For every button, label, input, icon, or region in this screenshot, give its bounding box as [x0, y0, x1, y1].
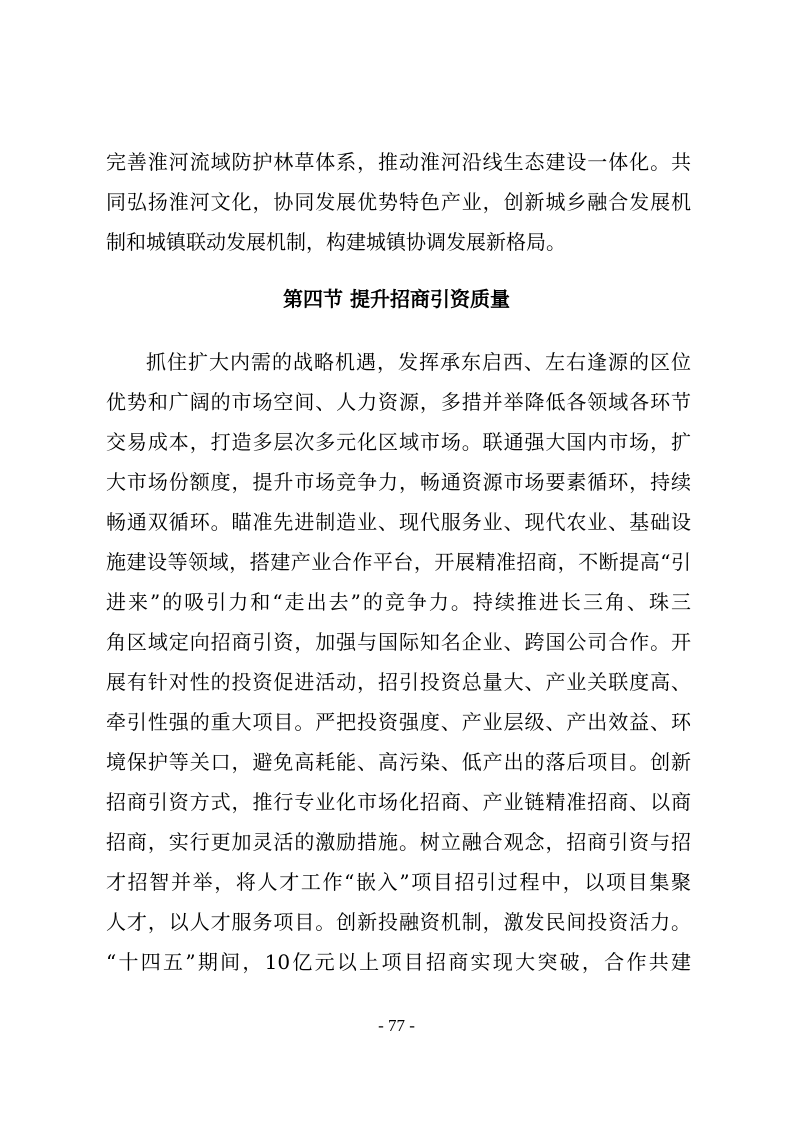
paragraph-line: 大市场份额度，提升市场竞争力，畅通资源市场要素循环，持续 — [106, 470, 691, 494]
paragraph-line: 境保护等关口，避免高耗能、高污染、低产出的落后项目。创新 — [106, 750, 691, 774]
paragraph-line: “十四五”期间，10亿元以上项目招商实现大突破，合作共建 — [106, 950, 691, 974]
paragraph-1 — [106, 142, 691, 262]
page-number: - 77 - — [378, 1016, 415, 1035]
paragraph-line: 交易成本，打造多层次多元化区域市场。联通强大国内市场，扩 — [106, 430, 691, 454]
paragraph-line: 招商，实行更加灵活的激励措施。树立融合观念，招商引资与招 — [106, 830, 691, 854]
paragraph-line: 畅通双循环。瞄准先进制造业、现代服务业、现代农业、基础设 — [106, 510, 691, 534]
paragraph-2 — [106, 342, 691, 982]
paragraph-line: 抓住扩大内需的战略机遇，发挥承东启西、左右逢源的区位 — [146, 350, 691, 374]
paragraph-line: 施建设等领域，搭建产业合作平台，开展精准招商，不断提高“引 — [106, 550, 691, 574]
paragraph-line: 角区域定向招商引资，加强与国际知名企业、跨国公司合作。开 — [106, 630, 691, 654]
paragraph-line: 招商引资方式，推行专业化市场化招商、产业链精准招商、以商 — [106, 790, 691, 814]
paragraph-line: 才招智并举，将人才工作“嵌入”项目招引过程中，以项目集聚 — [106, 870, 691, 894]
paragraph-line: 牵引性强的重大项目。严把投资强度、产业层级、产出效益、环 — [106, 710, 691, 734]
paragraph-line: 制和城镇联动发展机制，构建城镇协调发展新格局。 — [106, 230, 566, 254]
paragraph-line: 人才，以人才服务项目。创新投融资机制，激发民间投资活力。 — [106, 910, 691, 934]
paragraph-line: 展有针对性的投资促进活动，招引投资总量大、产业关联度高、 — [106, 670, 691, 694]
paragraph-line: 完善淮河流域防护林草体系，推动淮河沿线生态建设一体化。共 — [106, 150, 691, 174]
paragraph-line: 优势和广阔的市场空间、人力资源，多措并举降低各领域各环节 — [106, 390, 691, 414]
paragraph-line: 进来”的吸引力和“走出去”的竞争力。持续推进长三角、珠三 — [106, 590, 691, 614]
paragraph-line: 同弘扬淮河文化，协同发展优势特色产业，创新城乡融合发展机 — [106, 190, 691, 214]
section-heading: 第四节 提升招商引资质量 — [283, 287, 510, 311]
